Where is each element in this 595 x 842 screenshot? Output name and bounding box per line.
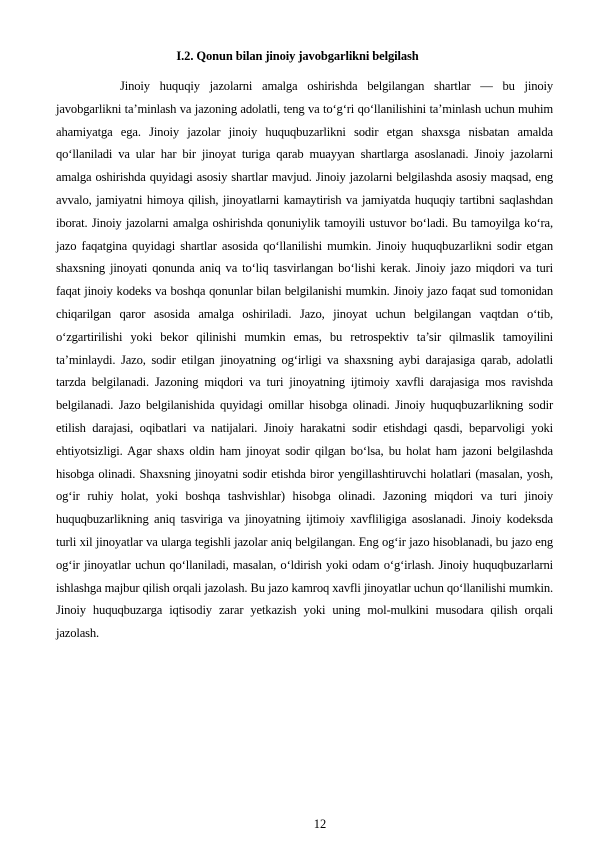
- page-number: 12: [313, 817, 327, 831]
- body-paragraph: Jinoiy huquqiy jazolarni amalga oshirishda belgilangan shartlar — bu jinoiy javobgarlikni ta’minlash va jazoning adolatli, teng va to‘g‘ri qo‘llanilishini ta’minlash uchun muhim ahamiyatga ega. Jinoiy jazolar jinoiy huquqbuzarlikni sodir etgan shaxsga nisbatan amalda qo‘llaniladi va ular har bir jinoyat turiga qarab muayyan shartlarga asoslanadi. Jinoiy jazolarni amalga oshirishda quyidagi asosiy shartlar mavjud. Jinoiy jazolarni belgilashda asosiy maqsad, eng avvalo, jamiyatni himoya qilish, jinoyatlarni kamaytirish va jamiyatda huquqiy tartibni saqlashdan iborat. Jinoiy jazolarni amalga oshirishda qonuniylik tamoyili ustuvor bo‘ladi. Bu tamoyilga ko‘ra, jazo faqatgina quyidagi shartlar asosida qo‘llanilishi mumkin. Jinoiy huquqbuzarlikni sodir etgan shaxsning jinoyati qonunda aniq va to‘liq tasvirlangan bo‘lishi kerak. Jinoiy jazo miqdori va turi faqat jinoiy kodeks va boshqa qonunlar bilan belgilanishi mumkin. Jinoiy jazo faqat sud tomonidan chiqarilgan qaror asosida amalga oshiriladi. Jazo, jinoyat uchun belgilangan vaqtdan o‘tib, o‘zgartirilishi yoki bekor qilinishi mumkin emas, bu retrospektiv ta’sir qilmaslik tamoyilini ta’minlaydi. Jazo, sodir etilgan jinoyatning og‘irligi va shaxsning aybi darajasiga qarab, adolatli tarzda belgilanadi. Jazoning miqdori va turi jinoyatning ijtimoiy xavfli darajasiga mos ravishda belgilanadi. Jazo belgilanishida quyidagi omillar hisobga olinadi. Jinoiy huquqbuzarlikning sodir etilish darajasi, oqibatlari va natijalari. Jinoiy harakatni sodir etishdagi qasdi, beparvoligi yoki ehtiyotsizligi. Agar shaxs oldin ham jinoyat sodir qilgan bo‘lsa, bu holat ham jazoni belgilashda hisobga olinadi. Shaxsning jinoyatni sodir etishda biror yengillashtiruvchi holatlari (masalan, yosh, og‘ir ruhiy holat, yoki boshqa tashvishlar) hisobga olinadi. Jazoning miqdori va turi jinoiy huquqbuzarlikning aniq tasviriga va jinoyatning ijtimoiy xavfliligiga asoslanadi. Jinoiy kodeksda turli xil jinoyatlar va ularga tegishli jazolar aniq belgilangan. Eng og‘ir jazo hisoblanadi, bu jazo eng og‘ir jinoyatlar uchun qo‘llaniladi, masalan, o‘ldirish yoki odam o‘g‘irlash. Jinoiy huquqbuzarlarni ishlashga majbur qilish orqali jazolash. Bu jazo kamroq xavfli jinoyatlar uchun qo‘llanilishi mumkin. Jinoiy huquqbuzarga iqtisodiy zarar yetkazish yoki uning mol-mulkini musodara qilish orqali jazolash.: [56, 79, 553, 641]
- section-heading: I.2. Qonun bilan jinoiy javobgarlikni belgilash: [176, 49, 419, 63]
